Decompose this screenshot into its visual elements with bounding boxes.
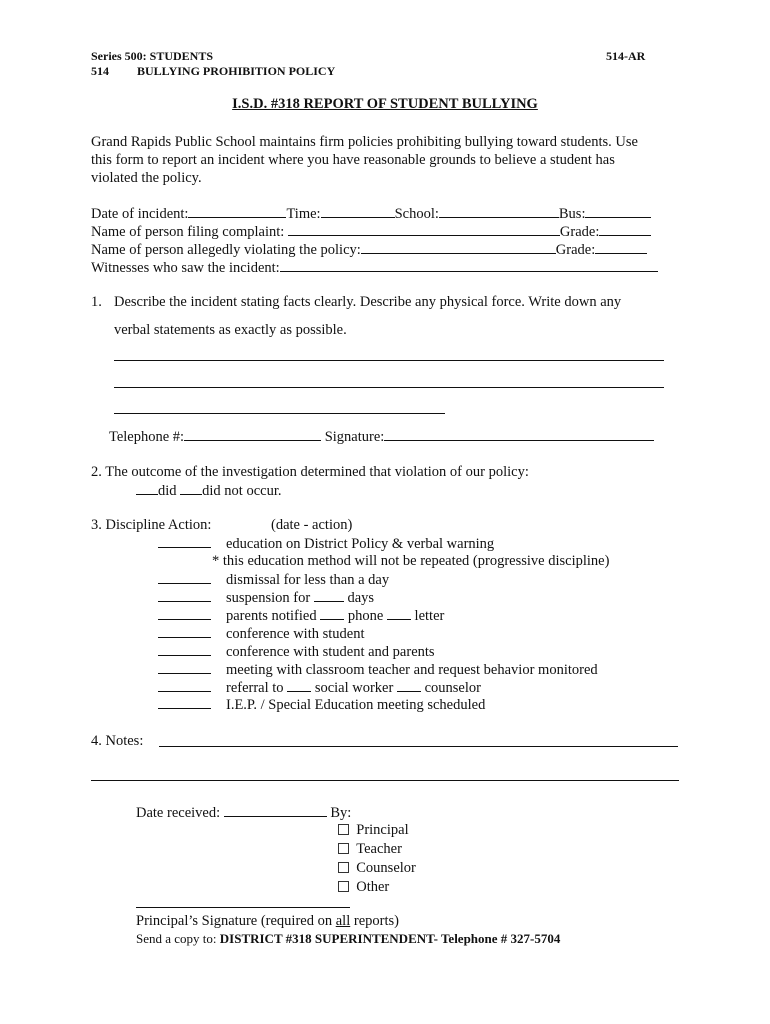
witnesses-label: Witnesses who saw the incident: <box>91 260 280 276</box>
conf-student-date[interactable] <box>158 624 211 638</box>
signature-label: Signature: <box>324 429 385 445</box>
parents-label: parents notified <box>226 608 321 624</box>
q1-answer-line-1[interactable] <box>114 360 664 361</box>
filer-grade-field[interactable] <box>599 222 651 236</box>
suspension-days-label: days <box>343 590 375 606</box>
discipline-conf-student <box>158 624 365 643</box>
by-option-counselor[interactable] <box>338 859 416 877</box>
policy-name: BULLYING PROHIBITION POLICY <box>137 64 336 78</box>
other-checkbox[interactable] <box>338 881 349 892</box>
principal-label: Principal <box>356 822 409 838</box>
witnesses-row <box>91 258 658 277</box>
page-title: I.S.D. #318 REPORT OF STUDENT BULLYING <box>232 96 538 112</box>
by-option-principal[interactable] <box>338 821 409 839</box>
telephone-label: Telephone #: <box>109 429 185 445</box>
other-label: Other <box>356 879 390 895</box>
suspension-days-field[interactable] <box>314 588 344 602</box>
education-label: education on District Policy & verbal warning <box>226 536 495 552</box>
signature-field[interactable] <box>384 427 654 441</box>
counselor-checkbox[interactable] <box>338 862 349 873</box>
q1-line-2: verbal statements as exactly as possible. <box>114 322 347 338</box>
by-option-teacher[interactable] <box>338 840 402 858</box>
sig-label-a: Principal’s Signature (required on <box>136 913 336 929</box>
q1-answer-line-3[interactable] <box>114 413 445 414</box>
send-label: Send a copy to: <box>136 931 220 946</box>
violator-grade-label: Grade: <box>555 242 596 258</box>
phone-blank[interactable] <box>320 606 344 620</box>
time-label: Time: <box>286 206 321 222</box>
conf-parents-label: conference with student and parents <box>226 644 435 660</box>
teacher-checkbox[interactable] <box>338 843 349 854</box>
teacher-label: Teacher <box>356 841 402 857</box>
did-not-blank[interactable] <box>180 481 202 495</box>
discipline-dismissal <box>158 570 389 589</box>
violator-grade-field[interactable] <box>595 240 647 254</box>
send-copy-row <box>136 931 560 947</box>
filer-label: Name of person filing complaint: <box>91 224 288 240</box>
social-worker-blank[interactable] <box>287 678 311 692</box>
send-to: DISTRICT #318 SUPERINTENDENT- Telephone # 327-5704 <box>219 931 561 946</box>
q1-answer-line-2[interactable] <box>114 387 664 388</box>
q1-number: 1. <box>91 294 102 310</box>
intro-line-3: violated the policy. <box>91 170 202 186</box>
q3-hint: (date - action) <box>271 517 353 533</box>
discipline-meeting <box>158 660 598 679</box>
counselor-blank[interactable] <box>397 678 421 692</box>
counselor-label: counselor <box>420 680 481 696</box>
violator-label: Name of person allegedly violating the policy: <box>91 242 361 258</box>
by-label: By: <box>330 805 352 821</box>
did-blank[interactable] <box>136 481 158 495</box>
conf-student-label: conference with student <box>226 626 365 642</box>
discipline-parents <box>158 606 444 625</box>
letter-label: letter <box>410 608 445 624</box>
series-label: Series 500: STUDENTS <box>91 49 214 63</box>
sig-label-b: reports) <box>350 913 399 929</box>
letter-blank[interactable] <box>387 606 411 620</box>
notes-line-1[interactable] <box>159 746 678 747</box>
q2-text: 2. The outcome of the investigation determined that violation of our policy: <box>91 464 529 480</box>
by-option-other[interactable] <box>338 878 389 896</box>
meeting-label: meeting with classroom teacher and request behavior monitored <box>226 662 598 678</box>
telephone-field[interactable] <box>184 427 321 441</box>
did-not-label: did not occur. <box>202 483 282 499</box>
conf-parents-date[interactable] <box>158 642 211 656</box>
suspension-date[interactable] <box>158 588 211 602</box>
time-field[interactable] <box>321 204 395 218</box>
did-label: did <box>158 483 177 499</box>
education-date[interactable] <box>158 534 211 548</box>
q4-label: 4. Notes: <box>91 733 144 749</box>
discipline-iep <box>158 695 485 714</box>
incident-row <box>91 204 651 223</box>
filer-field[interactable] <box>288 222 560 236</box>
iep-date[interactable] <box>158 695 211 709</box>
discipline-suspension <box>158 588 374 607</box>
education-note: * this education method will not be repeated (progressive discipline) <box>212 553 610 569</box>
notes-line-2[interactable] <box>91 780 679 781</box>
date-received-field[interactable] <box>224 803 327 817</box>
intro-line-2: this form to report an incident where you have reasonable grounds to believe a student has <box>91 152 615 168</box>
policy-code: 514-AR <box>606 49 646 63</box>
date-received-label: Date received: <box>136 805 221 821</box>
referral-date[interactable] <box>158 678 211 692</box>
violator-field[interactable] <box>361 240 556 254</box>
bus-label: Bus: <box>558 206 586 222</box>
date-field[interactable] <box>188 204 286 218</box>
iep-label: I.E.P. / Special Education meeting scheduled <box>226 697 486 713</box>
q1-line-1: Describe the incident stating facts clearly. Describe any physical force. Write down any <box>114 294 622 310</box>
principal-checkbox[interactable] <box>338 824 349 835</box>
parents-date[interactable] <box>158 606 211 620</box>
social-worker-label: social worker <box>311 680 397 696</box>
received-row <box>136 803 351 822</box>
bus-field[interactable] <box>585 204 651 218</box>
policy-number: 514 <box>91 64 109 78</box>
discipline-education <box>158 534 494 553</box>
principal-signature-label <box>136 912 399 930</box>
filer-grade-label: Grade: <box>559 224 600 240</box>
q2-options <box>136 481 282 500</box>
discipline-conf-parents <box>158 642 435 661</box>
violator-row <box>91 240 647 259</box>
suspension-label: suspension for <box>226 590 314 606</box>
principal-signature-line[interactable] <box>136 907 350 908</box>
witnesses-field[interactable] <box>280 258 658 272</box>
sig-label-all: all <box>335 913 351 929</box>
school-field[interactable] <box>439 204 559 218</box>
referral-label: referral to <box>226 680 288 696</box>
intro-line-1: Grand Rapids Public School maintains firm policies prohibiting bullying toward students. Use <box>91 134 638 150</box>
phone-label: phone <box>344 608 387 624</box>
dismissal-label: dismissal for less than a day <box>226 572 390 588</box>
q3-label: 3. Discipline Action: <box>91 517 212 533</box>
meeting-date[interactable] <box>158 660 211 674</box>
filer-row <box>91 222 651 241</box>
q1-contact-row <box>109 427 654 446</box>
counselor-option-label: Counselor <box>356 860 416 876</box>
date-label: Date of incident: <box>91 206 189 222</box>
dismissal-date[interactable] <box>158 570 211 584</box>
school-label: School: <box>394 206 439 222</box>
